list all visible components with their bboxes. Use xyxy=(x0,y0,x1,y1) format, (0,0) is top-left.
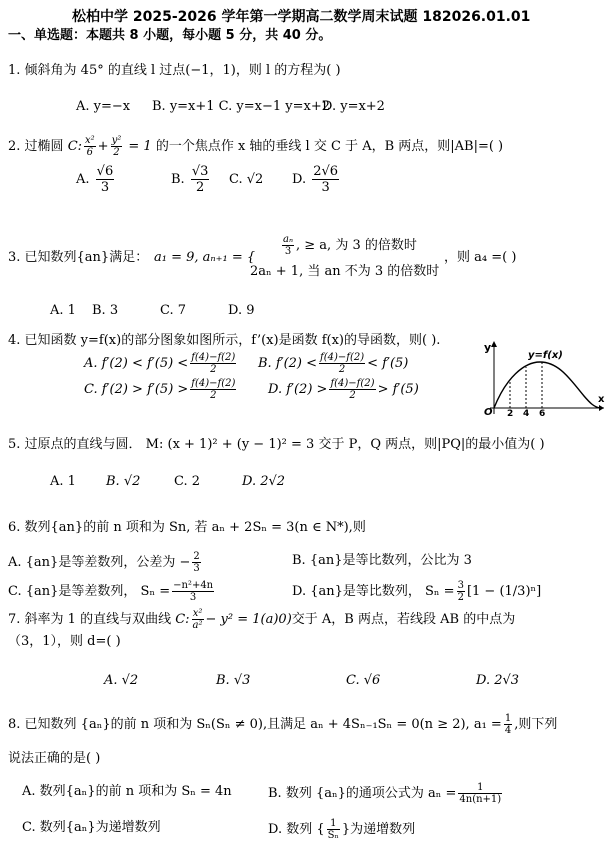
q4-option-b[interactable]: B. f′(2) < $\frac{f(4)-f(2)}{2}$ < f′(5) xyxy=(258,352,409,375)
q4-stem: 4. 已知函数 y=f(x)的部分图象如图所示，f’(x)是函数 f(x)的导函数，则( ). xyxy=(8,333,441,348)
graph-x-label: x xyxy=(598,394,605,405)
q2-option-a[interactable]: A. $\frac{√6}{3}$ xyxy=(76,164,114,195)
q5-option-d[interactable]: D. 2√2 xyxy=(242,474,286,489)
q2-stem-lead: 2. 过椭圆 xyxy=(8,139,64,154)
graph-y-label: y xyxy=(484,341,492,354)
q6-option-c[interactable]: C. {an}是等差数列， Sₙ = $\frac{\text{−n²+4n}}{3}$ xyxy=(8,580,214,603)
q1-option-d[interactable]: D. y=x+2 xyxy=(322,99,385,114)
q2-option-d[interactable]: D. $\frac{2√6}{3}$ xyxy=(292,164,339,195)
q5-stem: 5. 过原点的直线与圆． M: (x + 1)² + (y − 1)² = 3 交于 P，Q 两点，则|PQ|的最小值为( ) xyxy=(8,437,545,452)
q8-option-d[interactable]: D. 数列 { $\frac{1}{\text{Sₙ}}$ }为递增数列 xyxy=(268,818,416,841)
q3-definition: a₁ = 9, aₙ₊₁ = { xyxy=(154,250,256,265)
q4-option-a[interactable]: A. f′(2) < f′(5) < $\frac{f(4)-f(2)}{2}$ xyxy=(84,352,236,375)
q3-option-d[interactable]: D. 9 xyxy=(228,303,255,318)
tick-2: 2 xyxy=(507,409,514,416)
q2-option-b[interactable]: B. $\frac{√3}{2}$ xyxy=(171,164,209,195)
graph-origin: O xyxy=(484,407,493,416)
q4-option-d[interactable]: D. f′(2) > $\frac{f(4)-f(2)}{2}$ > f′(5) xyxy=(268,378,419,401)
section-heading: 一、单选题：本题共 8 小题，每小题 5 分，共 40 分。 xyxy=(8,28,332,43)
q7-option-a[interactable]: A. √2 xyxy=(104,673,139,688)
graph-curve-label: y=f(x) xyxy=(528,350,563,361)
q8-option-a[interactable]: A. 数列{aₙ}的前 n 项和为 Sₙ = 4n xyxy=(22,784,232,799)
q8-option-b[interactable]: B. 数列 {aₙ}的通项公式为 aₙ = $\frac{1}{4n(n+1)}$ xyxy=(268,782,502,805)
q7-stem-continued: （3，1），则 d=( ) xyxy=(8,634,121,649)
q2-ellipse: C: $\frac{\text{x²}}{6}$ + $\frac{\text{y²}}{2}$ = 1 xyxy=(67,135,152,158)
q3-option-b[interactable]: B. 3 xyxy=(92,303,119,318)
q2-option-c[interactable]: C. √2 xyxy=(229,172,264,187)
q6-option-d[interactable]: D. {an}是等比数列， Sₙ = $\frac{3}{2}$ [1 − (1/3)ⁿ] xyxy=(292,580,542,603)
q5-option-c[interactable]: C. 2 xyxy=(174,474,201,489)
q6-stem: 6. 数列{an}的前 n 项和为 Sn, 若 aₙ + 2Sₙ = 3(n ∈ N*),则 xyxy=(8,520,366,535)
q1-option-bc[interactable]: B. y=x+1 C. y=x−1 y=x+2 xyxy=(152,99,331,114)
q6-option-b[interactable]: B. {an}是等比数列，公比为 3 xyxy=(292,553,472,568)
q3-stem: 3. 已知数列{an}满足： xyxy=(8,250,149,265)
q4-option-c[interactable]: C. f′(2) > f′(5) > $\frac{f(4)-f(2)}{2}$ xyxy=(84,378,236,401)
y-axis-arrow xyxy=(491,341,497,347)
q5-option-a[interactable]: A. 1 xyxy=(50,474,76,489)
q8-stem: 8. 已知数列 {aₙ}的前 n 项和为 Sₙ(Sₙ ≠ 0),且满足 aₙ + 4Sₙ₋₁Sₙ = 0(n ≥ 2), a₁ = $\frac{1}{4}$ ,则下列 xyxy=(8,713,558,736)
tick-4: 4 xyxy=(523,409,530,416)
q1-option-a[interactable]: A. y=−x xyxy=(76,99,131,114)
curve xyxy=(494,362,600,408)
q7-option-d[interactable]: D. 2√3 xyxy=(476,673,520,688)
q7-option-c[interactable]: C. √6 xyxy=(346,673,381,688)
q5-option-b[interactable]: B. √2 xyxy=(106,474,141,489)
q3-option-a[interactable]: A. 1 xyxy=(50,303,76,318)
q1-stem: 1. 倾斜角为 45° 的直线 l 过点(−1，1)，则 l 的方程为( ) xyxy=(8,63,341,78)
q8-option-c[interactable]: C. 数列{aₙ}为递增数列 xyxy=(22,820,161,835)
q6-option-a[interactable]: A. {an}是等差数列，公差为 − $\frac{2}{3}$ xyxy=(8,551,200,574)
q8-stem-continued: 说法正确的是( ) xyxy=(8,751,101,766)
q2-stem xyxy=(8,135,503,158)
q2-stem-tail: 的一个焦点作 x 轴的垂线 l 交 C 于 A，B 两点，则|AB|=( ) xyxy=(155,139,504,154)
tick-6: 6 xyxy=(539,409,546,416)
exam-title: 松柏中学 2025-2026 学年第一学期高二数学周末试题 182026.01.01 xyxy=(72,9,531,25)
q7-stem: 7. 斜率为 1 的直线与双曲线 C: $\frac{\text{x²}}{\text{a²}}$ − y² = 1(a)0)交于 A，B 两点，若线段 AB 的中点为 xyxy=(8,608,516,631)
q7-option-b[interactable]: B. √3 xyxy=(216,673,251,688)
q3-tail: ，则 a₄ =( ) xyxy=(444,250,517,265)
q7-hyperbola: C: $\frac{\text{x²}}{\text{a²}}$ − y² = 1(a)0) xyxy=(175,608,292,631)
q4-function-graph xyxy=(476,338,608,416)
q3-case2: 2aₙ + 1, 当 an 不为 3 的倍数时 xyxy=(250,264,440,279)
q3-case1: $\frac{\text{aₙ}}{3}$ , ≥ a, 为 3 的倍数时 xyxy=(283,234,417,257)
q3-option-c[interactable]: C. 7 xyxy=(160,303,187,318)
